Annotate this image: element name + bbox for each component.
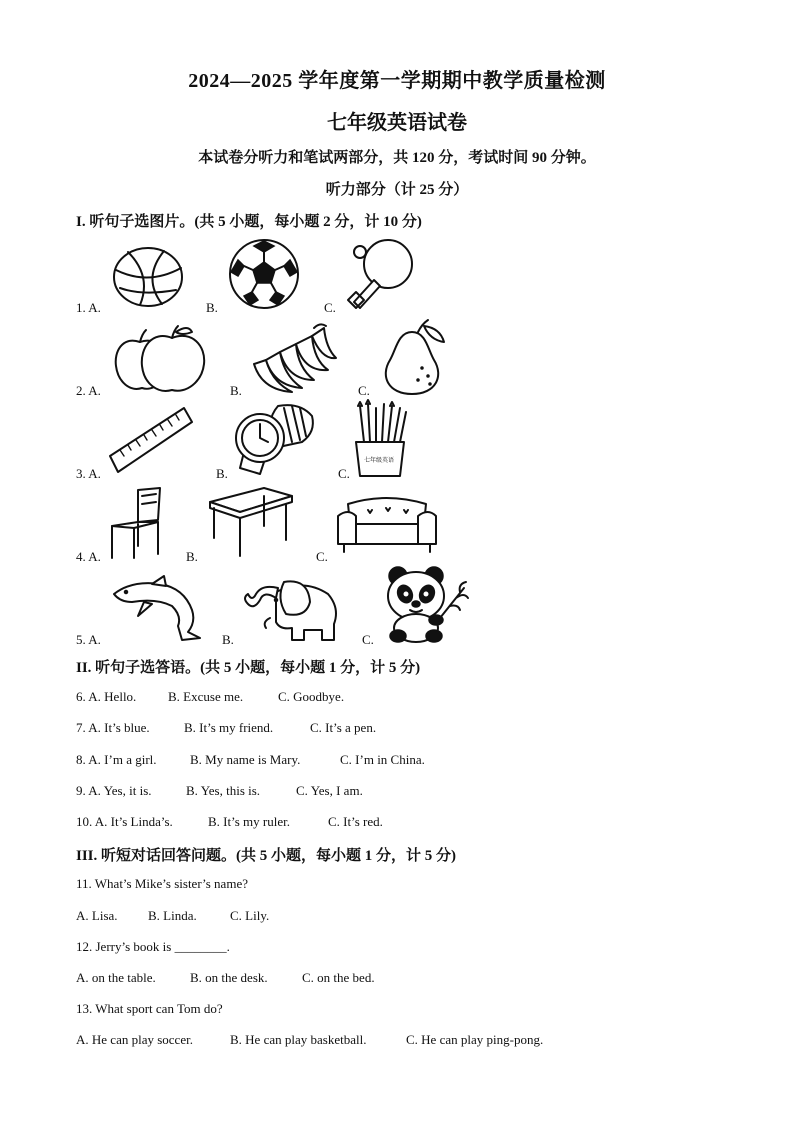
- q1-label-b: B.: [206, 300, 218, 315]
- q8-option-c: C. I’m in China.: [340, 752, 425, 767]
- q13-option-b: B. He can play basketball.: [230, 1032, 367, 1047]
- pencil-cup-label: 七年级英语: [364, 457, 395, 464]
- q10-option-b: B. It’s my ruler.: [208, 814, 290, 829]
- ruler-icon: [108, 404, 194, 476]
- pencils-icon: [352, 402, 412, 478]
- q2-label-c: C.: [358, 383, 370, 398]
- exam-title: 2024—2025 学年度第一学期期中教学质量检测: [188, 70, 606, 92]
- q11-options: [76, 908, 269, 924]
- q1-label-c: C.: [324, 300, 336, 315]
- q4-label-b: B.: [186, 549, 198, 564]
- section-1-heading: I. 听句子选图片。(共 5 小题，每小题 2 分，计 10 分): [76, 214, 422, 230]
- q12-option-c: C. on the bed.: [302, 970, 375, 985]
- q6-option-c: C. Goodbye.: [278, 689, 345, 704]
- section-2-heading: II. 听句子选答语。(共 5 小题，每小题 1 分，计 5 分): [76, 660, 421, 676]
- q4-label-c: C.: [316, 549, 328, 564]
- apples-icon: [112, 322, 208, 394]
- q7-option-a: 7. A. It’s blue.: [76, 720, 150, 735]
- pear-icon: [378, 318, 448, 396]
- elephant-icon: [240, 574, 342, 644]
- q1-label-a: 1. A.: [76, 300, 101, 315]
- q10-option-a: 10. A. It’s Linda’s.: [76, 814, 173, 829]
- q3-label-b: B.: [216, 466, 228, 481]
- chair-icon: [108, 486, 164, 560]
- q8-option-b: B. My name is Mary.: [190, 752, 301, 767]
- q11-option-a: A. Lisa.: [76, 908, 118, 923]
- q2-label-b: B.: [230, 383, 242, 398]
- q11-option-b: B. Linda.: [148, 908, 197, 923]
- table-icon: [208, 486, 294, 558]
- q10-option-c: C. It’s red.: [328, 814, 383, 829]
- q11-option-c: C. Lily.: [230, 908, 270, 923]
- q9-option-b: B. Yes, this is.: [186, 783, 261, 798]
- q6-row: [76, 689, 344, 705]
- q5-label-b: B.: [222, 632, 234, 647]
- q13-question: 13. What sport can Tom do?: [76, 1001, 223, 1016]
- q5-label-c: C.: [362, 632, 374, 647]
- watch-icon: [234, 402, 316, 476]
- bananas-icon: [252, 320, 338, 396]
- section-3-heading: III. 听短对话回答问题。(共 5 小题，每小题 1 分，计 5 分): [76, 848, 457, 864]
- q13-option-a: A. He can play soccer.: [76, 1032, 193, 1047]
- exam-subtitle: 七年级英语试卷: [327, 112, 467, 134]
- q9-option-c: C. Yes, I am.: [296, 783, 363, 798]
- q12-question: 12. Jerry’s book is ________.: [76, 939, 230, 954]
- q7-option-c: C. It’s a pen.: [310, 720, 377, 735]
- q10-row: [76, 814, 383, 830]
- panda-icon: [384, 566, 470, 644]
- q12-options: [76, 970, 375, 986]
- q13-options: [76, 1032, 543, 1048]
- q11-question: 11. What’s Mike’s sister’s name?: [76, 876, 248, 891]
- basketball-icon: [112, 246, 184, 308]
- exam-intro: 本试卷分听力和笔试两部分，共 120 分，考试时间 90 分钟。: [198, 150, 596, 166]
- q3-label-c: C.: [338, 466, 350, 481]
- q2-label-a: 2. A.: [76, 383, 101, 398]
- q5-label-a: 5. A.: [76, 632, 101, 647]
- listening-part-heading: 听力部分（计 25 分）: [325, 182, 469, 198]
- q8-option-a: 8. A. I’m a girl.: [76, 752, 157, 767]
- q3-label-a: 3. A.: [76, 466, 101, 481]
- q6-option-a: 6. A. Hello.: [76, 689, 137, 704]
- q9-row: [76, 783, 363, 799]
- q8-row: [76, 752, 425, 768]
- soccer-ball-icon: [228, 238, 300, 310]
- q12-option-b: B. on the desk.: [190, 970, 268, 985]
- sofa-icon: [336, 494, 438, 556]
- dolphin-icon: [112, 576, 202, 642]
- q12-option-a: A. on the table.: [76, 970, 156, 985]
- q7-row: [76, 720, 376, 736]
- q4-label-a: 4. A.: [76, 549, 101, 564]
- ping-pong-icon: [344, 236, 414, 310]
- q13-option-c: C. He can play ping-pong.: [406, 1032, 544, 1047]
- q7-option-b: B. It’s my friend.: [184, 720, 274, 735]
- q6-option-b: B. Excuse me.: [168, 689, 244, 704]
- q9-option-a: 9. A. Yes, it is.: [76, 783, 152, 798]
